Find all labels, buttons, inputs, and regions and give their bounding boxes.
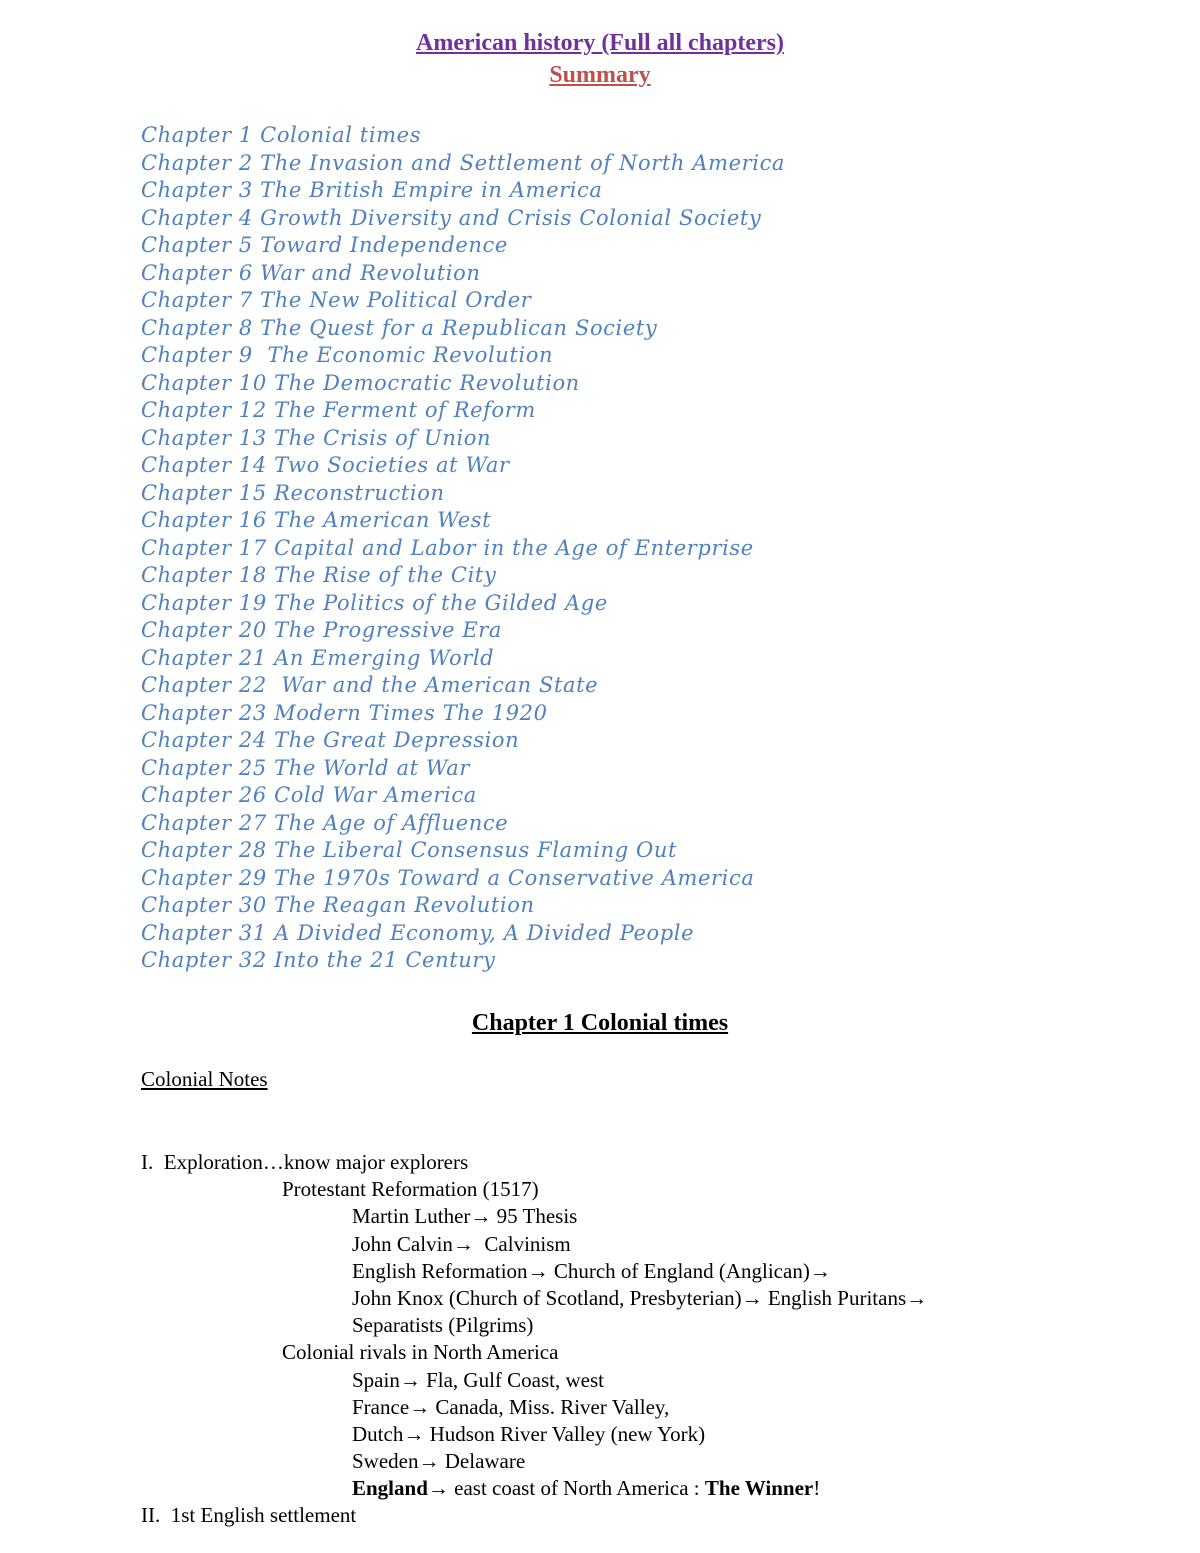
england-detail: east coast of North America : (448, 1476, 705, 1501)
arrow-right-icon: → (409, 1394, 431, 1419)
toc-item[interactable]: Chapter 22 War and the American State (141, 673, 599, 697)
toc-item[interactable]: Chapter 13 The Crisis of Union (141, 425, 492, 450)
arrow-right-icon: → (418, 1449, 440, 1474)
document-title: American history (Full all chapters) (416, 30, 784, 56)
toc-item[interactable]: Chapter 25 The World at War (141, 755, 470, 780)
outline-item-calvin (141, 1231, 927, 1258)
toc-item[interactable]: Chapter 24 The Great Depression (141, 728, 520, 752)
winner-label: The Winner (704, 1476, 814, 1501)
outline-item-reformation: Protestant Reformation (1517) (282, 1177, 539, 1202)
arrow-right-icon: → (527, 1258, 549, 1283)
sweden-detail: Delaware (439, 1449, 526, 1474)
toc-item[interactable]: Chapter 12 The Ferment of Reform (141, 398, 536, 422)
outline-item-england (141, 1475, 927, 1502)
toc-item[interactable]: Chapter 5 Toward Independence (141, 233, 508, 257)
arrow-right-icon: → (403, 1421, 425, 1446)
toc-item[interactable]: Chapter 31 A Divided Economy, A Divided People (141, 920, 695, 945)
calvin-detail: Calvinism (473, 1231, 571, 1256)
toc-item[interactable]: Chapter 9 The Economic Revolution (141, 343, 554, 367)
england-label: England (352, 1476, 428, 1501)
outline-item-rivals: Colonial rivals in North America (282, 1340, 559, 1365)
calvin-label: John Calvin (352, 1231, 453, 1256)
chapter-1-outline (141, 1149, 927, 1530)
toc-item[interactable]: Chapter 28 The Liberal Consensus Flaming Out (141, 838, 678, 862)
spain-label: Spain (352, 1367, 400, 1392)
toc-item[interactable]: Chapter 17 Capital and Labor in the Age of Enterprise (141, 535, 754, 560)
outline-item-dutch (141, 1421, 927, 1448)
arrow-right-icon: → (470, 1204, 492, 1229)
toc-item[interactable]: Chapter 2 The Invasion and Settlement of North America (141, 150, 786, 175)
toc-item[interactable]: Chapter 8 The Quest for a Republican Society (141, 315, 658, 340)
toc-item[interactable]: Chapter 20 The Progressive Era (141, 618, 503, 642)
arrow-right-icon: → (741, 1285, 763, 1310)
toc-item[interactable]: Chapter 21 An Emerging World (141, 645, 495, 670)
spain-detail: Fla, Gulf Coast, west (420, 1367, 604, 1392)
toc-item[interactable]: Chapter 3 The British Empire in America (141, 178, 603, 202)
toc-item[interactable]: Chapter 6 War and Revolution (141, 260, 481, 285)
toc-item[interactable]: Chapter 27 The Age of Affluence (141, 810, 509, 835)
toc-item[interactable]: Chapter 7 The New Political Order (141, 288, 532, 312)
toc-item[interactable]: Chapter 4 Growth Diversity and Crisis Colonial Society (141, 205, 762, 230)
arrow-right-icon: → (399, 1367, 421, 1392)
english-reformation-detail: Church of England (Anglican) (548, 1258, 810, 1283)
toc-item[interactable]: Chapter 26 Cold War America (141, 783, 477, 807)
toc-item[interactable]: Chapter 1 Colonial times (141, 123, 422, 147)
toc-item[interactable]: Chapter 30 The Reagan Revolution (141, 893, 535, 917)
knox-detail: English Puritans (762, 1285, 907, 1310)
outline-item-spain (141, 1367, 927, 1394)
winner-punct: ! (813, 1476, 821, 1501)
toc-item[interactable]: Chapter 14 Two Societies at War (141, 453, 510, 477)
document-subtitle: Summary (549, 62, 651, 88)
colonial-notes-label: Colonial Notes (141, 1067, 268, 1091)
toc-item[interactable]: Chapter 15 Reconstruction (141, 480, 445, 505)
knox-label: John Knox (Church of Scotland, Presbyterian) (352, 1285, 742, 1310)
arrow-right-icon: → (906, 1285, 928, 1310)
toc-item[interactable]: Chapter 19 The Politics of the Gilded Age (141, 590, 608, 615)
toc-item[interactable]: Chapter 10 The Democratic Revolution (141, 370, 580, 395)
chapter-1-heading: Chapter 1 Colonial times (471, 1010, 729, 1036)
france-label: France (352, 1394, 410, 1419)
toc-item[interactable]: Chapter 23 Modern Times The 1920 (141, 700, 548, 725)
dutch-detail: Hudson River Valley (new York) (424, 1421, 706, 1446)
sweden-label: Sweden (352, 1449, 419, 1474)
france-detail: Canada, Miss. River Valley, (430, 1394, 670, 1419)
toc-item[interactable]: Chapter 32 Into the 21 Century (141, 948, 496, 972)
outline-item-exploration: I. Exploration…know major explorers (141, 1150, 469, 1174)
toc-item[interactable]: Chapter 18 The Rise of the City (141, 563, 497, 587)
luther-label: Martin Luther (352, 1204, 471, 1229)
outline-item-luther (141, 1203, 927, 1230)
toc-item[interactable]: Chapter 29 The 1970s Toward a Conservative America (141, 865, 755, 890)
luther-detail: 95 Thesis (491, 1204, 578, 1229)
english-reformation-label: English Reformation (352, 1258, 528, 1283)
arrow-right-icon: → (452, 1231, 474, 1256)
outline-item-sweden (141, 1448, 927, 1475)
outline-item-first-settlement: II. 1st English settlement (141, 1503, 357, 1528)
arrow-right-icon: → (809, 1258, 831, 1283)
outline-item-separatists: Separatists (Pilgrims) (352, 1313, 534, 1338)
dutch-label: Dutch (352, 1421, 404, 1446)
outline-item-english-reformation (141, 1258, 927, 1285)
outline-item-france (141, 1394, 927, 1421)
outline-item-knox (141, 1285, 927, 1312)
toc-item[interactable]: Chapter 16 The American West (141, 508, 492, 532)
table-of-contents (141, 122, 785, 975)
arrow-right-icon: → (427, 1476, 449, 1501)
